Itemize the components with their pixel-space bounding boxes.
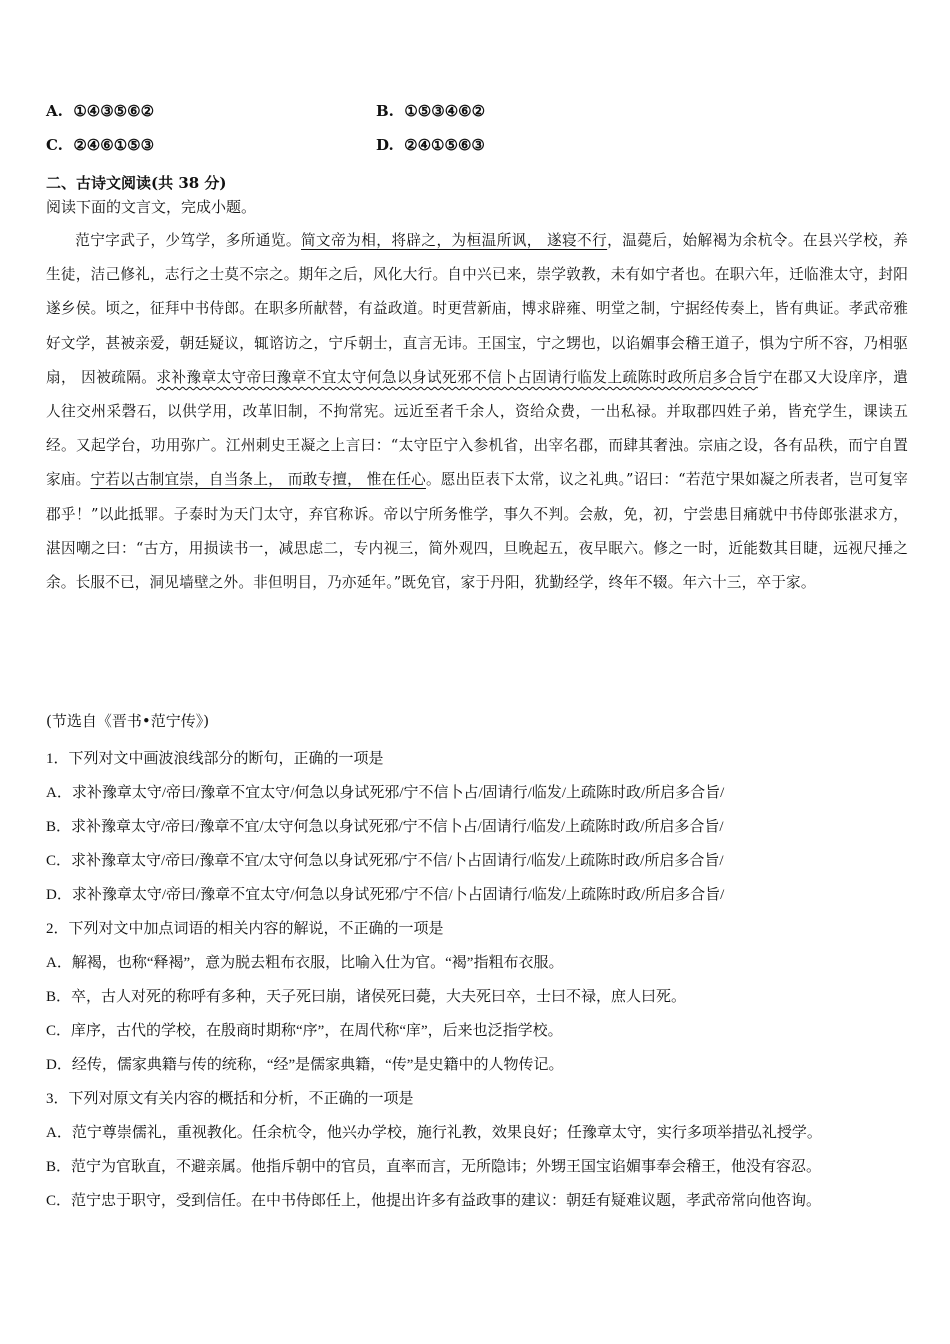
option-c [46, 136, 154, 154]
question-2-option-b: B．卒，古人对死的称呼有多种，天子死曰崩，诸侯死曰薨，大夫死曰卒，士曰不禄，庶人曰死。 [46, 989, 687, 1005]
passage-paragraph [46, 224, 908, 600]
passage-text-2: ，温薨后，始解褐为余杭令。在县兴学校，养生徒，洁己修礼，志行之士莫不宗之。期年之后，风化大行。自中兴已来，崇学敦教，未有如宁者也。在职六年，迁临淮太守，封阳遂乡侯。顷之，征拜中书侍郎。在职多所献替，有益政道。时更营新庙，博求辟雍、明堂之制，宁据经传奏上，皆有典证。孝武帝雅好文学，甚被亲爱，朝廷疑议，辄谘访之，宁斥朝士，直言无讳。王国宝，宁之甥也，以谄媚事会稽王道子，惧为宁所不容，乃相驱扇， 因被疏隔。 [46, 232, 908, 386]
option-a [46, 102, 154, 120]
option-row-ab [46, 102, 486, 120]
underlined-sentence-2: 宁若以古制宜崇，自当条上， 而敢专擅， 惟在任心 [90, 471, 426, 489]
option-a-value: ①④③⑤⑥② [73, 102, 155, 120]
passage-text-4: 。愿出臣表下太常，议之礼典。”诏曰：“若范宁果如凝之所表者，岂可复宰郡乎！”以此抵罪。子泰时为天门太守，弃官称诉。帝以宁所务惟学，事久不判。会赦，免，初，宁尝患目痛就中书侍郎张湛求方，湛因嘲之曰：“古方，用损读书一，减思虑二，专内视三，简外观四，旦晚起五，夜早眠六。修之一时，近能数其目睫，远视尺捶之余。长服不已，洞见墙壁之外。非但明目，乃亦延年。”既免官，家于丹阳，犹勤经学，终年不辍。年六十三，卒于家。 [46, 471, 908, 592]
passage-text-3: 宁在郡又大设庠序，遣人往交州采磬石，以供学用，改革旧制，不拘常宪。远近至者千余人，资给众费，一出私禄。并取郡四姓子弟，皆充学生，课读五经。又起学台，功用弥广。江州刺史王凝之上言曰：“太守臣宁入参机省，出宰名郡，而肆其奢浊。宗庙之设，各有品秩，而宁自置家庙。 [46, 368, 908, 489]
option-d-label: D. [376, 136, 394, 154]
option-c-label: C. [46, 136, 63, 154]
question-2-option-c: C．庠序，古代的学校，在殷商时期称“序”，在周代称“庠”，后来也泛指学校。 [46, 1023, 563, 1039]
question-2-stem: 2．下列对文中加点词语的相关内容的解说，不正确的一项是 [46, 921, 444, 937]
option-b-label: B. [376, 102, 394, 120]
question-3-stem: 3．下列对原文有关内容的概括和分析，不正确的一项是 [46, 1091, 414, 1107]
option-b [376, 102, 485, 120]
wavy-underlined-sentence: 求补豫章太守帝曰豫章不宜太守何急以身试死邪不信卜占固请行临发上疏陈时政所启多合旨 [156, 368, 758, 386]
question-1-option-b: B．求补豫章太守/帝曰/豫章不宜/太守何急以身试死邪/宁不信卜占/固请行/临发/上疏陈时政/所启多合旨/ [46, 819, 724, 835]
classical-passage [46, 224, 908, 600]
question-1-option-c: C．求补豫章太守/帝曰/豫章不宜/太守何急以身试死邪/宁不信/卜占固请行/临发/上疏陈时政/所启多合旨/ [46, 853, 724, 869]
option-row-cd [46, 136, 485, 154]
section-instruction: 阅读下面的文言文，完成小题。 [46, 198, 257, 216]
section-title: 二、古诗文阅读(共 38 分) [46, 174, 227, 192]
question-1-option-d: D．求补豫章太守/帝曰/豫章不宜太守/何急以身试死邪/宁不信/卜占固请行/临发/上疏陈时政/所启多合旨/ [46, 887, 725, 903]
passage-text-1: 范宁字武子，少笃学，多所通览。 [75, 232, 301, 249]
option-d-value: ②④①⑤⑥③ [404, 136, 485, 154]
passage-source: (节选自《晋书•范宁传》) [46, 712, 210, 730]
option-d [376, 136, 485, 154]
question-2-option-d: D．经传，儒家典籍与传的统称，“经”是儒家典籍，“传”是史籍中的人物传记。 [46, 1057, 564, 1073]
question-1-stem: 1．下列对文中画波浪线部分的断句，正确的一项是 [46, 751, 384, 767]
option-b-value: ①⑤③④⑥② [404, 102, 486, 120]
option-c-value: ②④⑥①⑤③ [73, 136, 155, 154]
question-3-option-a: A．范宁尊崇儒礼，重视教化。任余杭令，他兴办学校，施行礼教，效果良好；任豫章太守，实行多项举措弘礼授学。 [46, 1125, 822, 1141]
option-a-label: A. [46, 102, 63, 120]
questions-block [46, 742, 916, 1218]
question-2-option-a: A．解褐，也称“释褐”，意为脱去粗布衣服，比喻入仕为官。“褐”指粗布衣服。 [46, 955, 564, 971]
question-3-option-c: C．范宁忠于职守，受到信任。在中书侍郎任上，他提出许多有益政事的建议：朝廷有疑难议题，孝武帝常向他咨询。 [46, 1193, 822, 1209]
question-1-option-a: A．求补豫章太守/帝曰/豫章不宜太守/何急以身试死邪/宁不信卜占/固请行/临发/上疏陈时政/所启多合旨/ [46, 785, 725, 801]
underlined-sentence-1: 简文帝为相，将辟之，为桓温所讽， 遂寝不行 [301, 232, 608, 249]
question-3-option-b: B．范宁为官耿直，不避亲属。他指斥朝中的官员，直率而言，无所隐讳；外甥王国宝谄媚事奉会稽王，他没有容忍。 [46, 1159, 822, 1175]
